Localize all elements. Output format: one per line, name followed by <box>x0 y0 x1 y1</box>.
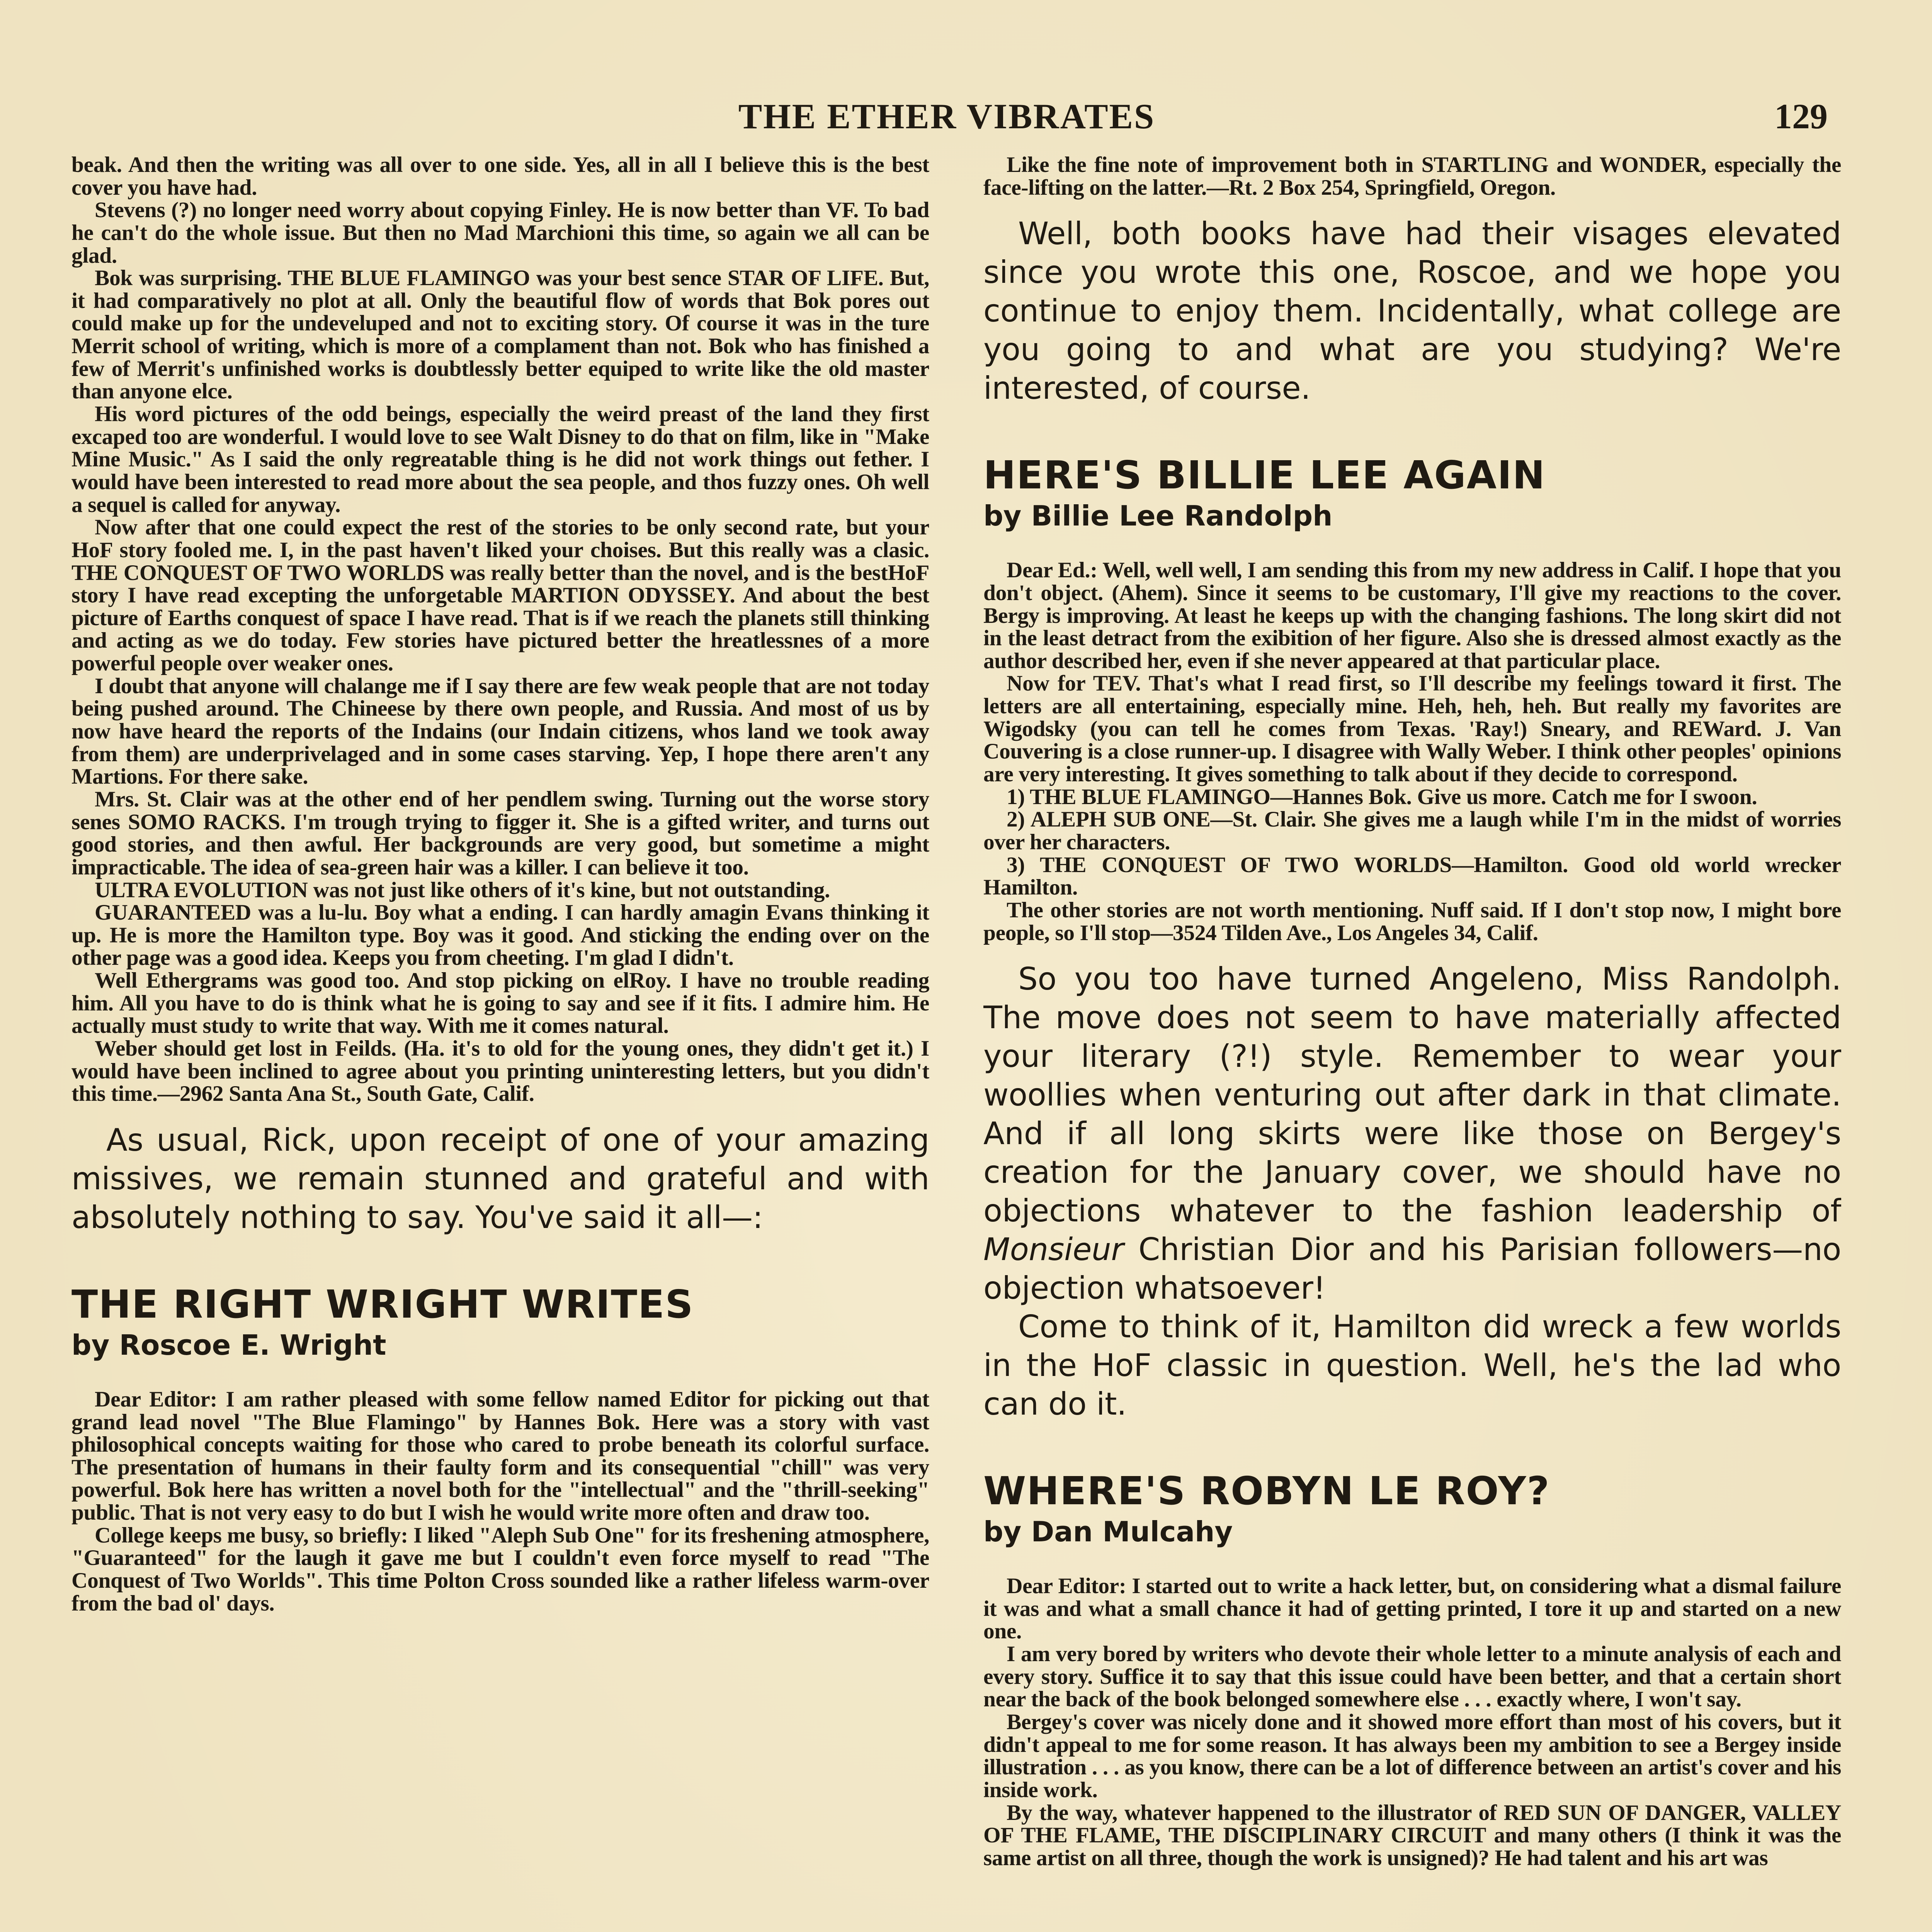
letter-paragraph: Now for TEV. That's what I read first, so I'll describe my feelings toward it first. The letters are all entertaining, especially mine. Heh, heh, heh. But really my favorites are Wigodsky (you can tell he comes from Texas. 'Ray!) Sneary, and REWard. J. Van Couvering is a close runner-up. I disagree with Wally Weber. I think other peoples' opinions are very interesting. It gives something to talk about if they decide to correspond. <box>983 671 1841 787</box>
letter-paragraph: Dear Editor: I started out to write a hack letter, but, on considering what a dismal failure it was and what a small chance it had of getting printed, I tore it up and started on a new one. <box>983 1574 1841 1644</box>
letter-paragraph: College keeps me busy, so briefly: I liked "Aleph Sub One" for its freshening atmosphere, "Guaranteed" for the laugh it gave me but I couldn't even force myself to read "The Conquest of Two Worlds". This time Polton Cross sounded like a rather lifeless warm-over from the bad ol' days. <box>71 1523 929 1616</box>
letter-paragraph: Weber should get lost in Feilds. (Ha. it's to old for the young ones, they didn't get it.) I would have been inclined to agree about you printing uninteresting letters, but you didn't this time.—2962 Santa Ana St., South Gate, Calif. <box>71 1036 929 1106</box>
editor-reply <box>983 960 1841 1308</box>
editor-reply: Come to think of it, Hamilton did wreck a few worlds in the HoF classic in question. Well, he's the lad who can do it. <box>983 1309 1841 1422</box>
letter-paragraph: beak. And then the writing was all over to one side. Yes, all in all I believe this is the best cover you have had. <box>71 154 929 200</box>
letter-paragraph: Bok was surprising. THE BLUE FLAMINGO was your best sence STAR OF LIFE. But, it had comparatively no plot at all. Only the beautiful flow of words that Bok pores out could make up for the undeveluped and not to exciting story. Of course it was in the ture Merrit school of writing, which is more of a complament than not. Bok who has finished a few of Merrit's unfinished works is doubtlessly better equiped to write like the old master than anyone elce. <box>71 266 929 404</box>
editor-reply: Well, both books have had their visages elevated since you wrote this one, Roscoe, and we hope you continue to enjoy them. Incidentally, what college are you going to and what are you studying? We're interested, of course. <box>983 216 1841 406</box>
left-column <box>71 154 929 1932</box>
letter-paragraph: Bergey's cover was nicely done and it showed more effort than most of his covers, but it didn't appeal to me for some reason. It has always been my ambition to see a Bergey inside illustration . . . as you know, there can be a lot of difference between an artist's cover and his inside work. <box>983 1710 1841 1802</box>
letter-paragraph: ULTRA EVOLUTION was not just like others of it's kine, but not outstanding. <box>95 878 830 902</box>
editor-reply: As usual, Rick, upon receipt of one of your amazing missives, we remain stunned and grateful and with absolutely nothing to say. You've said it all—: <box>71 1122 929 1235</box>
letter-byline: by Roscoe E. Wright <box>71 1328 386 1361</box>
letter-paragraph: Like the fine note of improvement both in STARTLING and WONDER, especially the face-lifting on the latter.—Rt. 2 Box 254, Springfield, Oregon. <box>983 154 1841 200</box>
letter-paragraph: Dear Ed.: Well, well well, I am sending this from my new address in Calif. I hope that you don't object. (Ahem). Since it seems to be customary, I'll give my reactions to the cover. Bergy is improving. At least he keeps up with the changing fashions. The long skirt did not in the least detract from the exibition of her figure. Also she is dressed almost exactly as the author described her, even if she never appeared at that particular place. <box>983 558 1841 673</box>
letter-paragraph: 1) THE BLUE FLAMINGO—Hannes Bok. Give us more. Catch me for I swoon. <box>1007 784 1757 809</box>
letter-paragraph: By the way, whatever happened to the illustrator of RED SUN OF DANGER, VALLEY OF THE FLAME, THE DISCIPLINARY CIRCUIT and many others (I think it was the same artist on all three, though the work is unsigned)? He had talent and his art was <box>983 1800 1841 1870</box>
letter-byline: by Dan Mulcahy <box>983 1515 1233 1548</box>
letter-byline: by Billie Lee Randolph <box>983 500 1333 532</box>
letter-paragraph: Mrs. St. Clair was at the other end of her pendlem swing. Turning out the worse story senes SOMO RACKS. I'm trough trying to figger it. She is a gifted writer, and turns out good stories, and then awful. Her backgrounds are very good, but sometime a might impracticable. The idea of sea-green hair was a killer. I can believe it too. <box>71 787 929 879</box>
letter-headline: HERE'S BILLIE LEE AGAIN <box>983 452 1546 498</box>
reply-text: So you too have turned Angeleno, Miss Randolph. The move does not seem to have materially affected your literary (?!) style. Remember to wear your woollies when venturing out after dark in that climate. And if all long skirts were like those on Bergey's creation for the January cover, we should have no objections whatever to the fashion leadership of <box>983 961 1841 1229</box>
running-head: THE ETHER VIBRATES <box>738 97 1155 136</box>
letter-headline: WHERE'S ROBYN LE ROY? <box>983 1468 1550 1514</box>
letter-paragraph: Stevens (?) no longer need worry about copying Finley. He is now better than VF. To bad he can't do the whole issue. But then no Mad Marchioni this time, so again we all can be glad. <box>71 198 929 268</box>
letter-headline: THE RIGHT WRIGHT WRITES <box>71 1281 694 1327</box>
page-number: 129 <box>1774 97 1828 136</box>
letter-paragraph: I doubt that anyone will chalange me if I say there are few weak people that are not today being pushed around. The Chineese by there own people, and Russia. And most of us by now have heard the reports of the Indains (our Indain citizens, whos land we took away from them) are underprivelaged and in some cases starving. Yep, I hope there aren't any Martions. For there sake. <box>71 673 929 789</box>
letter-paragraph: Dear Editor: I am rather pleased with some fellow named Editor for picking out that grand lead novel "The Blue Flamingo" by Hannes Bok. Here was a story with vast philosophical concepts waiting for those who cared to probe beneath its colorful surface. The presentation of humans in their faulty form and its consequential "chill" was very powerful. Bok here has written a novel both for the "intellectual" and the "thrill-seeking" public. That is not very easy to do but I wish he would write more often and draw too. <box>71 1387 929 1525</box>
letter-paragraph: 3) THE CONQUEST OF TWO WORLDS—Hamilton. Good old world wrecker Hamilton. <box>983 852 1841 900</box>
letter-paragraph: Now after that one could expect the rest of the stories to be only second rate, but your HoF story fooled me. I, in the past haven't liked your choises. But this really was a clasic. THE CONQUEST OF TWO WORLDS was really better than the novel, and is the bestHoF story I have read excepting the unforgetable MARTION ODYSSEY. And about the best picture of Earths conquest of space I have read. That is if we reach the planets still thinking and acting as we do today. Few stories have pictured better the hreatlessnes of a more powerful people over weaker ones. <box>71 515 929 676</box>
reply-text: Christian Dior and his Parisian followers—no objection whatsoever! <box>983 1231 1841 1306</box>
letter-paragraph: GUARANTEED was a lu-lu. Boy what a ending. I can hardly amagin Evans thinking it up. He is more the Hamilton type. Boy was it good. And sticking the ending over on the other page was a good idea. Keeps you from cheeting. I'm glad I didn't. <box>71 900 929 970</box>
reply-emphasis: Monsieur <box>983 1231 1124 1268</box>
page-header <box>66 96 1828 154</box>
right-column <box>983 154 1841 1932</box>
letter-paragraph: Well Ethergrams was good too. And stop picking on elRoy. I have no trouble reading him. All you have to do is think what he is going to say and see if it fits. I admire him. He actually must study to write that way. With me it comes natural. <box>71 968 929 1038</box>
letter-paragraph: I am very bored by writers who devote their whole letter to a minute analysis of each and every story. Suffice it to say that this issue could have been better, and that a certain short near the back of the book belonged somewhere else . . . exactly where, I won't say. <box>983 1642 1841 1712</box>
letter-paragraph: The other stories are not worth mentioning. Nuff said. If I don't stop now, I might bore people, so I'll stop—3524 Tilden Ave., Los Angeles 34, Calif. <box>983 898 1841 945</box>
letter-paragraph: His word pictures of the odd beings, especially the weird preast of the land they first excaped too are wonderful. I would love to see Walt Disney to do that on film, like in "Make Mine Music." As I said the only regreatable thing is he did not work things out fether. I would have been interested to read more about the sea people, and thos fuzzy ones. Oh well a sequel is called for anyway. <box>71 402 929 517</box>
letter-paragraph: 2) ALEPH SUB ONE—St. Clair. She gives me a laugh while I'm in the midst of worries over her characters. <box>983 807 1841 854</box>
